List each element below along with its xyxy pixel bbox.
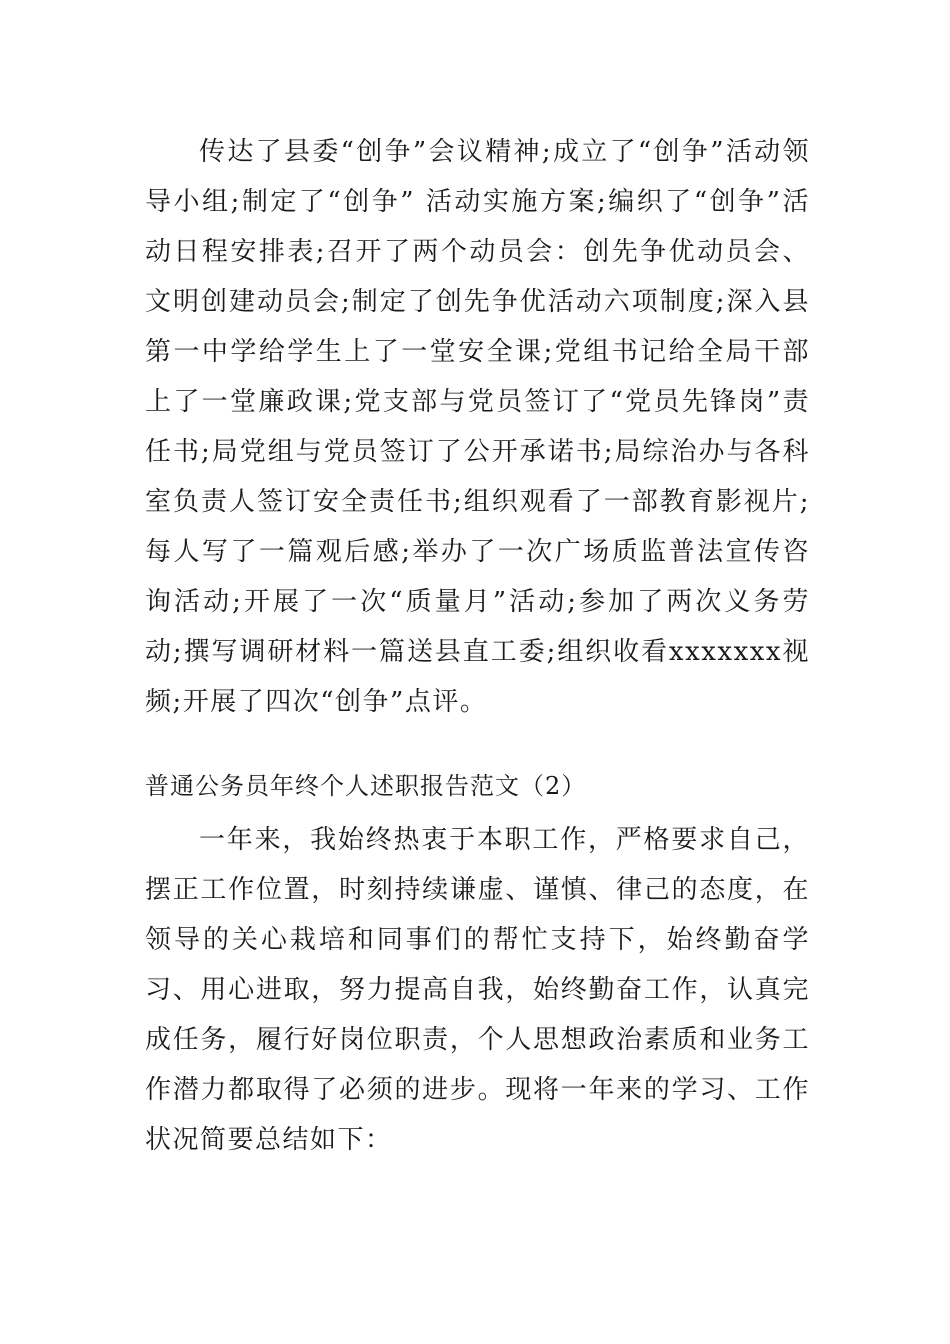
section-heading: 普通公务员年终个人述职报告范文（2）: [145, 772, 587, 800]
body-paragraph-summary-intro: 一年来，我始终热衷于本职工作，严格要求自己，摆正工作位置，时刻持续谦虚、谨慎、律己的态度，在领导的关心栽培和同事们的帮忙支持下，始终勤奋学习、用心进取，努力提高自我，始终勤奋工作，认真完成任务，履行好岗位职责，个人思想政治素质和业务工作潜力都取得了必须的进步。现将一年来的学习、工作状况简要总结如下：: [145, 825, 810, 1155]
body-paragraph-activities: 传达了县委“创争”会议精神;成立了“创争”活动领导小组;制定了“创争” 活动实施方案;编织了“创争”活动日程安排表;召开了两个动员会：创先争优动员会、文明创建动员会;制定了创先争优活动六项制度;深入县第一中学给学生上了一堂安全课;党组书记给全局干部上了一堂廉政课;党支部与党员签订了“党员先锋岗”责任书;局党组与党员签订了公开承诺书;局综治办与各科室负责人签订安全责任书;组织观看了一部教育影视片;每人写了一篇观后感;举办了一次广场质监普法宣传咨询活动;开展了一次“质量月”活动;参加了两次义务劳动;撰写调研材料一篇送县直工委;组织收看xxxxxxx视频;开展了四次“创争”点评。: [145, 137, 810, 717]
